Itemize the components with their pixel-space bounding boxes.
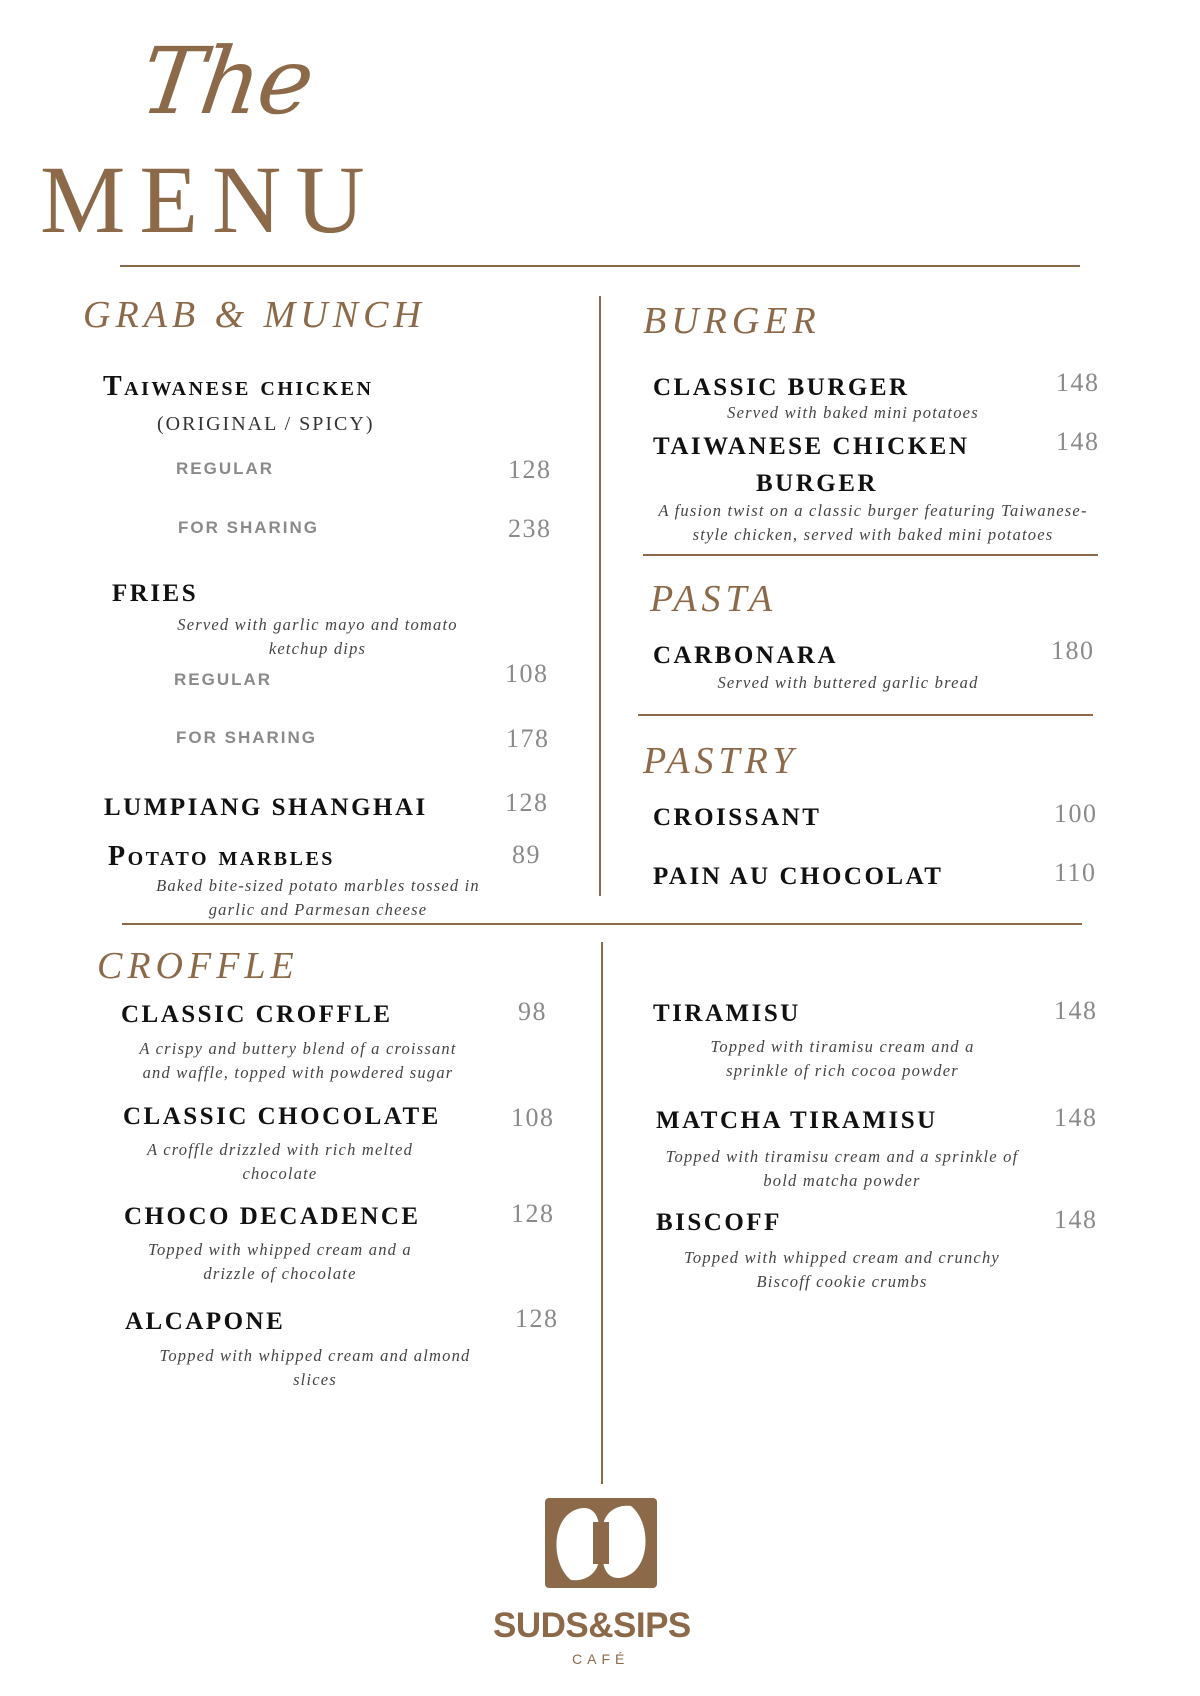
fries-regular-price: 108 <box>505 659 549 688</box>
classic-croffle-price: 98 <box>518 997 547 1026</box>
taiwanese-regular-price: 128 <box>508 455 552 484</box>
pain-au-chocolat-name: PAIN AU CHOCOLAT <box>653 863 944 890</box>
classic-croffle-name: CLASSIC CROFFLE <box>121 1001 393 1028</box>
fries-name: FRIES <box>112 580 199 607</box>
section-title-croffle: CROFFLE <box>97 945 299 987</box>
taiwanese-burger-name-line1: TAIWANESE CHICKEN <box>653 433 970 460</box>
suds-and-sips-logo-icon <box>545 1498 657 1588</box>
taiwanese-burger-name-line2: BURGER <box>756 470 878 497</box>
section-title-burger: BURGER <box>643 300 821 342</box>
fries-sharing-label: FOR SHARING <box>176 728 317 747</box>
alcapone-name: ALCAPONE <box>125 1308 286 1335</box>
taiwanese-burger-price: 148 <box>1056 427 1100 456</box>
matcha-tiramisu-name: MATCHA TIRAMISU <box>656 1107 938 1134</box>
middle-divider <box>122 923 1082 925</box>
burger-divider <box>643 554 1098 556</box>
carbonara-name: CARBONARA <box>653 642 838 669</box>
matcha-tiramisu-description: Topped with tiramisu cream and a sprinkle of bold matcha powder <box>665 1147 1019 1190</box>
matcha-tiramisu-price: 148 <box>1054 1103 1098 1132</box>
fries-sharing-price: 178 <box>506 724 550 753</box>
fries-regular-label: REGULAR <box>174 670 273 689</box>
choco-decadence-name: CHOCO DECADENCE <box>124 1203 421 1230</box>
taiwanese-chicken-name: Taiwanese chicken <box>103 371 374 402</box>
brand-subtitle: CAFÉ <box>572 1651 630 1667</box>
section-title-grab-munch: GRAB & MUNCH <box>83 294 426 336</box>
classic-burger-description: Served with baked mini potatoes <box>727 403 979 422</box>
upper-column-divider <box>599 296 601 896</box>
potato-marbles-name: Potato marbles <box>108 841 335 872</box>
carbonara-price: 180 <box>1051 636 1095 665</box>
tiramisu-price: 148 <box>1054 996 1098 1025</box>
menu-script-the: The <box>134 28 319 135</box>
taiwanese-chicken-variant: (ORIGINAL / SPICY) <box>157 413 375 435</box>
classic-burger-price: 148 <box>1056 368 1100 397</box>
pain-au-chocolat-price: 110 <box>1054 858 1097 887</box>
croissant-price: 100 <box>1054 799 1098 828</box>
potato-marbles-description: Baked bite-sized potato marbles tossed in garlic and Parmesan cheese <box>156 876 480 919</box>
classic-croffle-description: A crispy and buttery blend of a croissant and waffle, topped with powdered sugar <box>139 1039 457 1082</box>
biscoff-name: BISCOFF <box>656 1209 782 1236</box>
lumpiang-shanghai-price: 128 <box>505 788 549 817</box>
potato-marbles-price: 89 <box>512 840 541 869</box>
menu-title: MENU <box>40 146 379 253</box>
taiwanese-sharing-price: 238 <box>508 514 552 543</box>
lumpiang-shanghai-name: LUMPIANG SHANGHAI <box>104 794 428 821</box>
tiramisu-description: Topped with tiramisu cream and a sprinkle of rich cocoa powder <box>710 1037 975 1080</box>
fries-description: Served with garlic mayo and tomato ketchup dips <box>177 615 458 658</box>
top-divider <box>120 265 1080 267</box>
section-title-pasta: PASTA <box>650 578 778 620</box>
alcapone-price: 128 <box>515 1304 559 1333</box>
choco-decadence-description: Topped with whipped cream and a drizzle of chocolate <box>148 1240 412 1283</box>
taiwanese-regular-label: REGULAR <box>176 459 275 478</box>
biscoff-price: 148 <box>1054 1205 1098 1234</box>
lower-column-divider <box>601 942 603 1484</box>
alcapone-description: Topped with whipped cream and almond slices <box>159 1346 471 1389</box>
taiwanese-burger-description: A fusion twist on a classic burger featuring Taiwanese-style chicken, served with baked mini potatoes <box>658 501 1088 544</box>
tiramisu-name: TIRAMISU <box>653 1000 801 1027</box>
taiwanese-sharing-label: FOR SHARING <box>178 518 319 537</box>
classic-chocolate-description: A croffle drizzled with rich melted chocolate <box>146 1140 414 1183</box>
biscoff-description: Topped with whipped cream and crunchy Biscoff cookie crumbs <box>684 1248 1000 1291</box>
croissant-name: CROISSANT <box>653 804 822 831</box>
classic-chocolate-price: 108 <box>511 1103 555 1132</box>
choco-decadence-price: 128 <box>511 1199 555 1228</box>
brand-name: SUDS&SIPS <box>493 1606 691 1645</box>
pasta-divider <box>638 714 1093 716</box>
classic-chocolate-name: CLASSIC CHOCOLATE <box>123 1103 441 1130</box>
section-title-pastry: PASTRY <box>643 740 799 782</box>
classic-burger-name: CLASSIC BURGER <box>653 374 910 401</box>
carbonara-description: Served with buttered garlic bread <box>717 673 979 692</box>
